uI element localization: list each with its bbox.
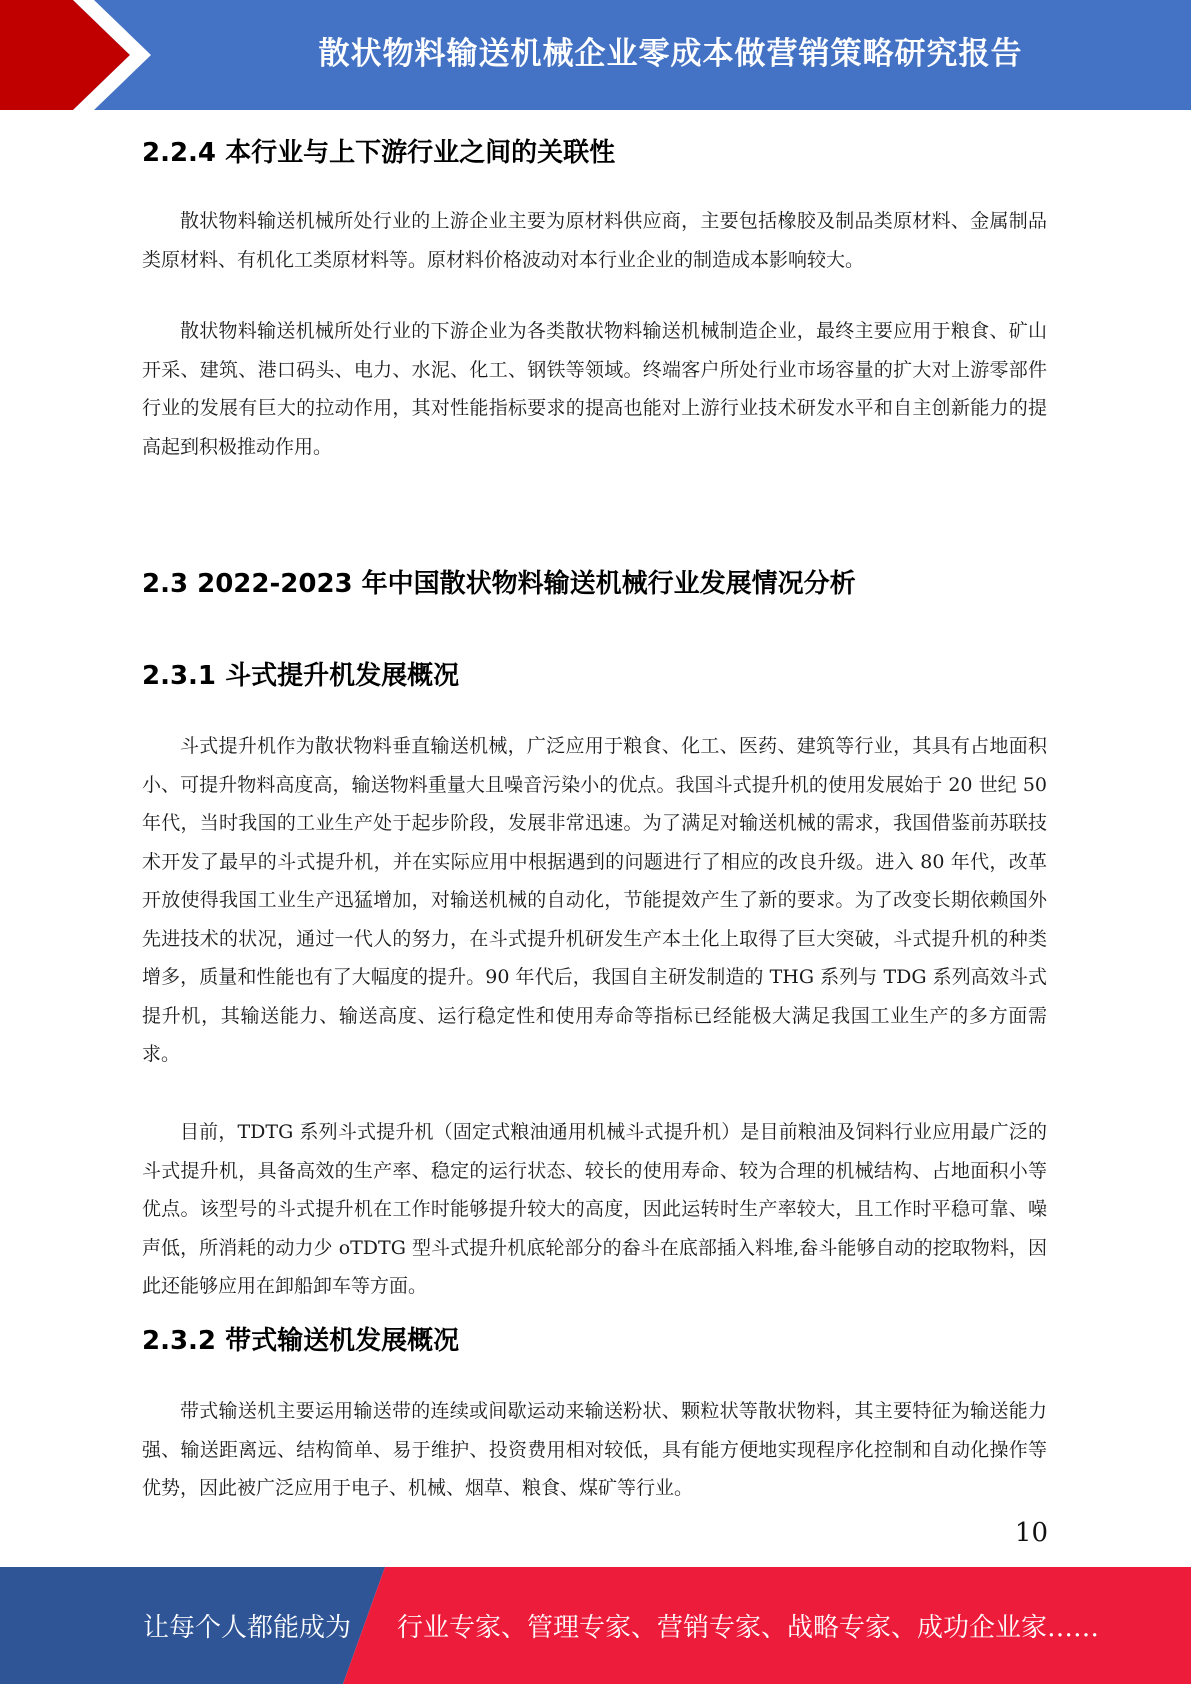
report-title: 散状物料输送机械企业零成本做营销策略研究报告 xyxy=(318,35,1023,72)
footer-slogan-right: 行业专家、管理专家、营销专家、战略专家、成功企业家…… xyxy=(397,1613,1100,1643)
heading-2-2-4: 2.2.4 本行业与上下游行业之间的关联性 xyxy=(142,138,616,168)
page-header xyxy=(0,0,1191,110)
paragraph: 散状物料输送机械所处行业的下游企业为各类散状物料输送机械制造企业，最终主要应用于粮食、矿山开采、建筑、港口码头、电力、水泥、化工、钢铁等领域。终端客户所处行业市场容量的扩大对上游零部件行业的发展有巨大的拉动作用，其对性能指标要求的提高也能对上游行业技术研发水平和自主创新能力的提高起到积极推动作用。 xyxy=(142,320,1047,458)
header-arrow-decoration xyxy=(0,0,160,110)
page-number: 10 xyxy=(1014,1518,1048,1548)
heading-2-3-1: 2.3.1 斗式提升机发展概况 xyxy=(142,661,460,691)
paragraph: 散状物料输送机械所处行业的上游企业主要为原材料供应商，主要包括橡胶及制品类原材料、金属制品类原材料、有机化工类原材料等。原材料价格波动对本行业企业的制造成本影响较大。 xyxy=(142,210,1047,271)
page-footer xyxy=(0,1567,1191,1684)
heading-2-3-2: 2.3.2 带式输送机发展概况 xyxy=(142,1326,460,1356)
paragraph: 带式输送机主要运用输送带的连续或间歇运动来输送粉状、颗粒状等散状物料，其主要特征为输送能力强、输送距离远、结构简单、易于维护、投资费用相对较低，具有能方便地实现程序化控制和自动化操作等优势，因此被广泛应用于电子、机械、烟草、粮食、煤矿等行业。 xyxy=(142,1400,1047,1499)
heading-2-3: 2.3 2022-2023 年中国散状物料输送机械行业发展情况分析 xyxy=(142,569,856,599)
paragraph: 斗式提升机作为散状物料垂直输送机械，广泛应用于粮食、化工、医药、建筑等行业，其具有占地面积小、可提升物料高度高，输送物料重量大且噪音污染小的优点。我国斗式提升机的使用发展始于 20 世纪 50 年代，当时我国的工业生产处于起步阶段，发展非常迅速。为了满足对输送机械的需求，我国借鉴前苏联技术开发了最早的斗式提升机，并在实际应用中根据遇到的问题进行了相应的改良升级。进入 80 年代，改革开放使得我国工业生产迅猛增加，对输送机械的自动化，节能提效产生了新的要求。为了改变长期依赖国外先进技术的状况，通过一代人的努力，在斗式提升机研发生产本土化上取得了巨大突破，斗式提升机的种类增多，质量和性能也有了大幅度的提升。90 年代后，我国自主研发制造的 THG 系列与 TDG 系列高效斗式提升机，其输送能力、输送高度、运行稳定性和使用寿命等指标已经能极大满足我国工业生产的多方面需求。 xyxy=(142,735,1047,1065)
paragraph: 目前，TDTG 系列斗式提升机（固定式粮油通用机械斗式提升机）是目前粮油及饲料行业应用最广泛的斗式提升机，具备高效的生产率、稳定的运行状态、较长的使用寿命、较为合理的机械结构、占地面积小等优点。该型号的斗式提升机在工作时能够提升较大的高度，因此运转时生产率较大，且工作时平稳可靠、噪声低，所消耗的动力少 oTDTG 型斗式提升机底轮部分的畚斗在底部插入料堆,畚斗能够自动的挖取物料，因此还能够应用在卸船卸车等方面。 xyxy=(142,1121,1047,1297)
footer-slogan-left: 让每个人都能成为 xyxy=(143,1613,352,1643)
